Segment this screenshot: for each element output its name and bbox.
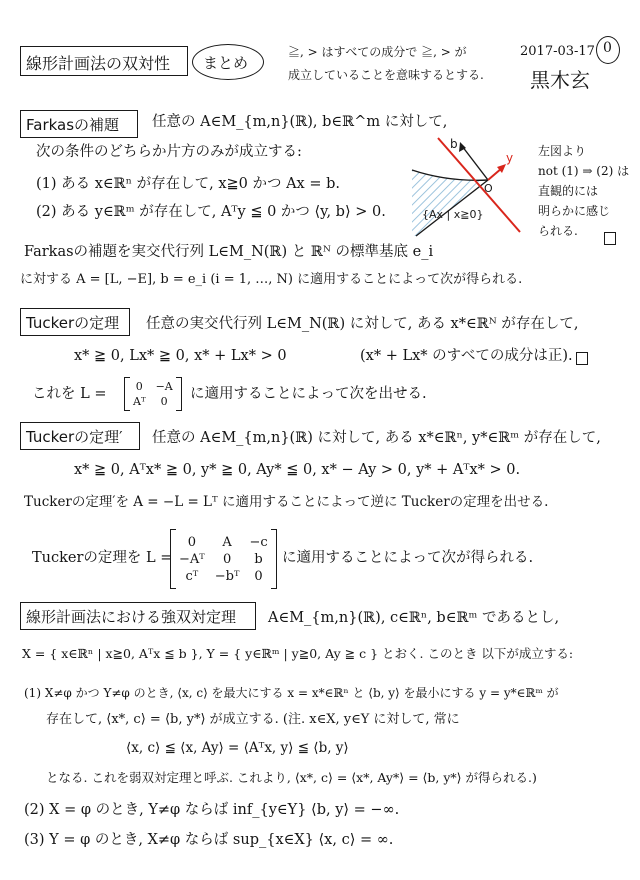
matrix-small: [124, 376, 182, 412]
qed-farkas: [604, 232, 616, 245]
farkas-condition-1: (1) ある x∈ℝⁿ が存在して, x≧0 かつ Ax = b.: [36, 176, 340, 192]
farkas-condition-2: (2) ある y∈ℝᵐ が存在して, Aᵀy ≦ 0 かつ ⟨y, b⟩ > 0.: [36, 204, 386, 220]
matrix-large-entry: −Aᵀ: [179, 551, 205, 567]
matrix-large-entry: A: [222, 534, 232, 550]
matrix-large-right-bracket: [271, 529, 277, 589]
tucker-note: (x* + Lx* のすべての成分は正).: [360, 348, 573, 364]
tucker-heading: Tuckerの定理: [26, 314, 120, 332]
farkas-line2: 次の条件のどちらか片方のみが成立する:: [36, 144, 302, 160]
farkas-line1: 任意の A∈M_{m,n}(ℝ), b∈ℝ^m に対して,: [152, 114, 448, 130]
duality-item1-c: ⟨x, c⟩ ≦ ⟨x, Ay⟩ = ⟨Aᵀx, y⟩ ≦ ⟨b, y⟩: [126, 740, 349, 756]
label-y: y: [506, 151, 514, 165]
tucker2-line3: Tuckerの定理′を A = −L = Lᵀ に適用することによって逆に Tuckerの定理を出せる.: [24, 494, 549, 510]
duality-item1-a: (1) X≠φ かつ Y≠φ のとき, ⟨x, c⟩ を最大にする x = x*∈ℝⁿ と ⟨b, y⟩ を最小にする y = y*∈ℝᵐ が: [24, 686, 559, 700]
tucker2-apply-post: に適用することによって次が得られる.: [282, 550, 534, 566]
tucker2-line2: x* ≧ 0, Aᵀx* ≧ 0, y* ≧ 0, Ay* ≦ 0, x* − Ay > 0, y* + Aᵀx* > 0.: [74, 462, 521, 478]
matrix-small-entry: 0: [135, 380, 143, 393]
matrix-small-entry: Aᵀ: [133, 395, 146, 408]
header-note-line2: 成立していることを意味するとする.: [288, 68, 484, 82]
matrix-small-entries: [130, 380, 176, 408]
tucker-line1: 任意の実交代行列 L∈M_N(ℝ) に対して, ある x*∈ℝᴺ が存在して,: [146, 316, 579, 332]
label-b: b: [450, 137, 458, 151]
vector-b: [462, 146, 488, 180]
duality-item1-b: 存在して, ⟨x*, c⟩ = ⟨b, y*⟩ が成立する. (注. x∈X, y∈Y に対して, 常に: [46, 712, 460, 727]
duality-heading: 線形計画法における強双対定理: [26, 608, 237, 626]
matrix-small-entry: −A: [155, 380, 173, 393]
subtitle: まとめ: [203, 54, 249, 72]
tucker-apply-pre: これを L =: [32, 386, 107, 402]
farkas-heading: Farkasの補題: [26, 116, 120, 134]
matrix-large-entry: cᵀ: [185, 568, 199, 584]
tucker-line2: x* ≧ 0, Lx* ≧ 0, x* + Lx* > 0: [74, 348, 287, 364]
page-number: 0: [603, 40, 612, 56]
matrix-large-entry: 0: [187, 534, 197, 550]
matrix-large-entries: [176, 535, 271, 584]
matrix-large-entry: b: [254, 551, 263, 567]
side-note-5: られる.: [538, 224, 578, 238]
qed-tucker: [576, 352, 588, 365]
farkas-figure: [408, 132, 528, 244]
matrix-large-entry: 0: [222, 551, 232, 567]
tucker2-apply-pre: Tuckerの定理を L =: [32, 550, 173, 566]
label-origin: O: [484, 182, 493, 195]
date: 2017-03-17: [520, 44, 595, 59]
header-note-line1: ≧, > はすべての成分で ≧, > が: [288, 45, 467, 59]
side-note-2: not (1) ⇒ (2) は: [538, 164, 630, 178]
matrix-large-entry: −bᵀ: [214, 568, 240, 584]
tucker-apply-post: に適用することによって次を出せる.: [190, 386, 427, 402]
duality-item3: (3) Y = φ のとき, X≠φ ならば sup_{x∈X} ⟨x, c⟩ = ∞.: [24, 832, 394, 848]
page-title: 線形計画法の双対性: [26, 54, 171, 73]
author: 黒木玄: [530, 68, 590, 92]
matrix-large-entry: 0: [254, 568, 263, 584]
duality-line1: A∈M_{m,n}(ℝ), c∈ℝⁿ, b∈ℝᵐ であるとし,: [268, 610, 560, 626]
tucker2-heading: Tuckerの定理′: [26, 428, 123, 446]
apply-farkas-line1: Farkasの補題を実交代行列 L∈M_N(ℝ) と ℝᴺ の標準基底 e_i: [24, 244, 434, 260]
side-note-3: 直観的には: [538, 184, 599, 198]
label-cone: {Ax | x≧0}: [422, 208, 484, 221]
side-note-1: 左図より: [538, 144, 587, 158]
duality-line2: X = { x∈ℝⁿ | x≧0, Aᵀx ≦ b }, Y = { y∈ℝᵐ | y≧0, Ay ≧ c } とおく. このとき 以下が成立する:: [22, 646, 574, 661]
side-note-4: 明らかに感じ: [538, 204, 611, 218]
duality-item2: (2) X = φ のとき, Y≠φ ならば inf_{y∈Y} ⟨b, y⟩ = −∞.: [24, 802, 400, 818]
matrix-large: [170, 528, 277, 590]
matrix-small-right-bracket: [176, 377, 182, 411]
tucker2-line1: 任意の A∈M_{m,n}(ℝ) に対して, ある x*∈ℝⁿ, y*∈ℝᵐ が存在して,: [152, 430, 601, 446]
matrix-small-entry: 0: [160, 395, 168, 408]
matrix-large-entry: −c: [249, 534, 268, 550]
duality-item1-d: となる. これを弱双対定理と呼ぶ. これより, ⟨x*, c⟩ = ⟨x*, Ay*⟩ = ⟨b, y*⟩ が得られる.): [46, 770, 537, 785]
apply-farkas-line2: に対する A = [L, −E], b = e_i (i = 1, …, N) に適用することによって次が得られる.: [20, 272, 523, 287]
